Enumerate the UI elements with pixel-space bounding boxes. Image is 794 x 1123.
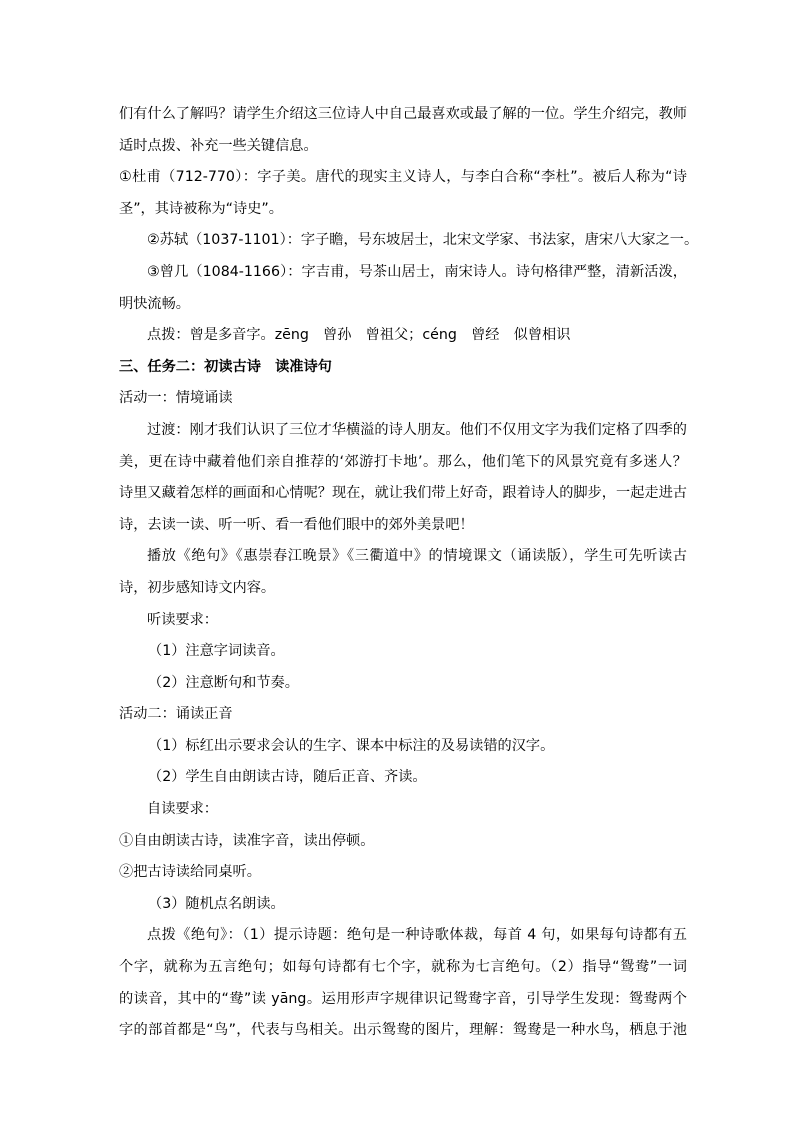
poet-du-fu-line: ①杜甫（712-770）：字子美。唐代的现实主义诗人，与李白合称“李杜”。被后人称为“诗	[119, 169, 687, 186]
poet-zeng-ji-line: 明快流畅。	[119, 295, 190, 312]
requirement-item: （1）注意字词读音。	[148, 643, 285, 660]
body-line: 诗，去读一读、听一听、看一看他们眼中的郊外美景吧！	[119, 516, 474, 533]
body-line: 们有什么了解吗？请学生介绍这三位诗人中自己最喜欢或最了解的一位。学生介绍完，教师	[119, 106, 687, 122]
poet-su-shi-line: ②苏轼（1037-1101）：字子瞻，号东坡居士，北宋文学家、书法家，唐宋八大家之一。	[147, 232, 699, 249]
body-line: 美，更在诗中藏着他们亲自推荐的‘郊游打卡地’。那么，他们笔下的风景究竟有多迷人？	[119, 453, 687, 470]
body-line: 点拨《绝句》：（1）提示诗题：绝句是一种诗歌体裁，每首 4 句，如果每句诗都有五	[147, 927, 687, 944]
body-line: 过渡：刚才我们认识了三位才华横溢的诗人朋友。他们不仅用文字为我们定格了四季的	[147, 421, 687, 438]
body-line: 个字，就称为五言绝句；如每句诗都有七个字，就称为七言绝句。（2）指导“鸳鸯”一词	[119, 959, 687, 976]
requirement-item: （2）注意断句和节奏。	[148, 674, 299, 691]
poet-zeng-ji-line: ③曾几（1084-1166）：字吉甫，号茶山居士，南宋诗人。诗句格律严整，清新活泼，	[147, 263, 687, 280]
requirement-label: 自读要求：	[147, 801, 218, 818]
step-item: （2）学生自由朗读古诗，随后正音、齐读。	[148, 769, 427, 786]
activity-heading: 活动一：情境诵读	[119, 390, 233, 407]
body-line: 适时点拨、补充一些关键信息。	[119, 137, 318, 154]
requirement-item: ②把古诗读给同桌听。	[119, 864, 261, 881]
body-line: 的读音，其中的“鸯”读 yāng。运用形声字规律识记鸳鸯字音，引导学生发现：鸳鸯两个	[119, 990, 687, 1007]
requirement-item: ①自由朗读古诗，读准字音，读出停顿。	[119, 832, 375, 849]
section-heading: 三、任务二：初读古诗 读准诗句	[119, 358, 332, 375]
body-line: 播放《绝句》《惠崇春江晚景》《三衢道中》的情境课文（诵读版），学生可先听读古	[147, 548, 687, 565]
body-line: 诗，初步感知诗文内容。	[119, 579, 276, 596]
polyphone-note: 点拨：曾是多音字。zēng 曾孙 曾祖父；céng 曾经 似曾相识	[147, 327, 571, 344]
requirement-label: 听读要求：	[147, 611, 218, 628]
activity-heading: 活动二：诵读正音	[119, 706, 233, 723]
step-item: （1）标红出示要求会认的生字、课本中标注的及易读错的汉字。	[148, 737, 555, 754]
poet-du-fu-line: 圣”，其诗被称为“诗史”。	[119, 200, 283, 217]
document-body	[119, 99, 699, 1047]
body-line: 诗里又藏着怎样的画面和心情呢？现在，就让我们带上好奇，跟着诗人的脚步，一起走进古	[119, 485, 687, 502]
body-line: 字的部首都是“鸟”，代表与鸟相关。出示鸳鸯的图片，理解：鸳鸯是一种水鸟，栖息于池	[119, 1022, 687, 1039]
step-item: （3）随机点名朗读。	[148, 895, 285, 912]
